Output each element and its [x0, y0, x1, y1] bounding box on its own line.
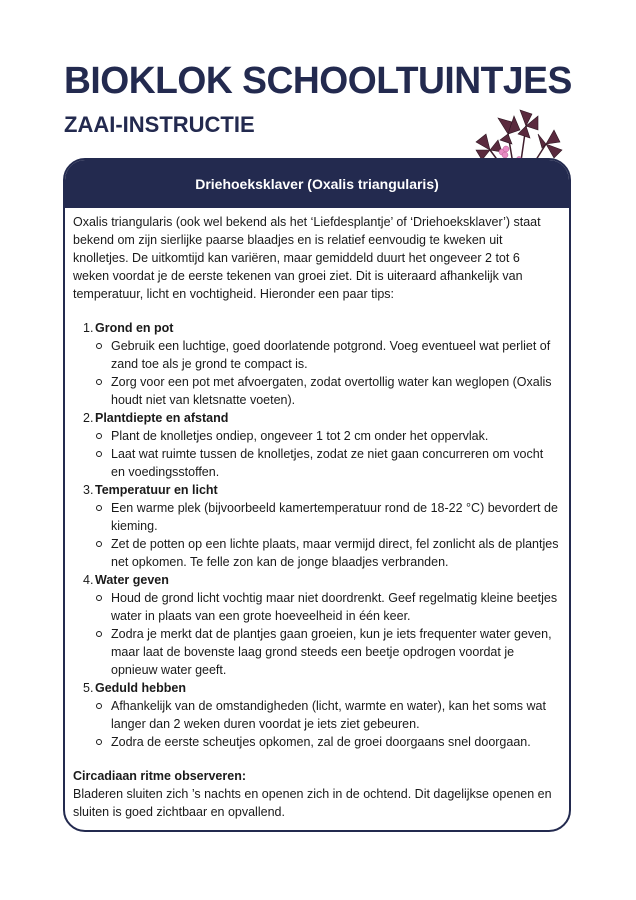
section-plantdiepte: [87, 409, 559, 481]
instruction-card: [63, 158, 571, 832]
tip-item: Gebruik een luchtige, goed doorlatende potgrond. Voeg eventueel wat perliet of zand toe als je grond te compact is.: [111, 337, 559, 373]
page-title: BIOKLOK SCHOOLTUINTJES: [64, 60, 572, 102]
tip-item: Laat wat ruimte tussen de knolletjes, zodat ze niet gaan concurreren om vocht en voedingsstoffen.: [111, 445, 559, 481]
tip-item: Houd de grond licht vochtig maar niet doordrenkt. Geef regelmatig kleine beetjes water in plaats van een grote hoeveelheid in één keer.: [111, 591, 558, 623]
tip-item: Afhankelijk van de omstandigheden (licht, warmte en water), kan het soms wat langer dan 2 weken duren voordat je iets ziet gebeuren.: [111, 697, 559, 733]
section-title: Water geven: [95, 573, 169, 587]
tip-item: Zet de potten op een lichte plaats, maar vermijd direct, fel zonlicht als de plantjes net opkomen. Te felle zon kan de jonge blaadjes verbranden.: [111, 537, 559, 569]
circadian-title: Circadiaan ritme observeren:: [73, 769, 246, 783]
section-title: Geduld hebben: [95, 681, 186, 695]
section-title: Plantdiepte en afstand: [95, 411, 229, 425]
section-geduld: [87, 679, 559, 751]
section-title: Temperatuur en licht: [95, 483, 218, 497]
tips-list: [73, 319, 559, 751]
tip-item: Een warme plek (bijvoorbeeld kamertemperatuur rond de 18-22 °C) bevordert de kieming.: [111, 501, 558, 533]
intro-paragraph: Oxalis triangularis (ook wel bekend als het ‘Liefdesplantje’ of ‘Driehoeksklaver’) staat bekend om zijn sierlijke paarse blaadjes en is relatief eenvoudig te kweken uit knolletjes. De uitkomtijd kan variëren, maar gemiddeld duurt het ongeveer 2 tot 6 weken voordat je de eerste tekenen van groei ziet. Dit is uiteraard afhankelijk van temperatuur, licht en vochtigheid. Hieronder een paar tips:: [73, 215, 541, 301]
section-temperatuur: [87, 481, 559, 571]
card-header: Driehoeksklaver (Oxalis triangularis): [65, 160, 569, 208]
section-water-geven: [87, 571, 559, 679]
tip-item: Zodra je merkt dat de plantjes gaan groeien, kun je iets frequenter water geven, maar laat de bovenste laag grond steeds een beetje opdrogen voordat je opnieuw water geeft.: [111, 625, 559, 679]
tip-item: Plant de knolletjes ondiep, ongeveer 1 tot 2 cm onder het oppervlak.: [111, 427, 559, 445]
circadian-text: Bladeren sluiten zich ’s nachts en openen zich in de ochtend. Dit dagelijkse openen en sluiten is goed zichtbaar en opvallend.: [73, 787, 552, 819]
card-body: [73, 213, 559, 821]
page-subtitle: ZAAI-INSTRUCTIE: [64, 112, 255, 137]
tip-item: Zodra de eerste scheutjes opkomen, zal de groei doorgaans snel doorgaan.: [111, 733, 559, 751]
tip-item: Zorg voor een pot met afvoergaten, zodat overtollig water kan weglopen (Oxalis houdt niet van kletsnatte voeten).: [111, 373, 559, 409]
section-title: Grond en pot: [95, 321, 174, 335]
section-grond-en-pot: [87, 319, 559, 409]
